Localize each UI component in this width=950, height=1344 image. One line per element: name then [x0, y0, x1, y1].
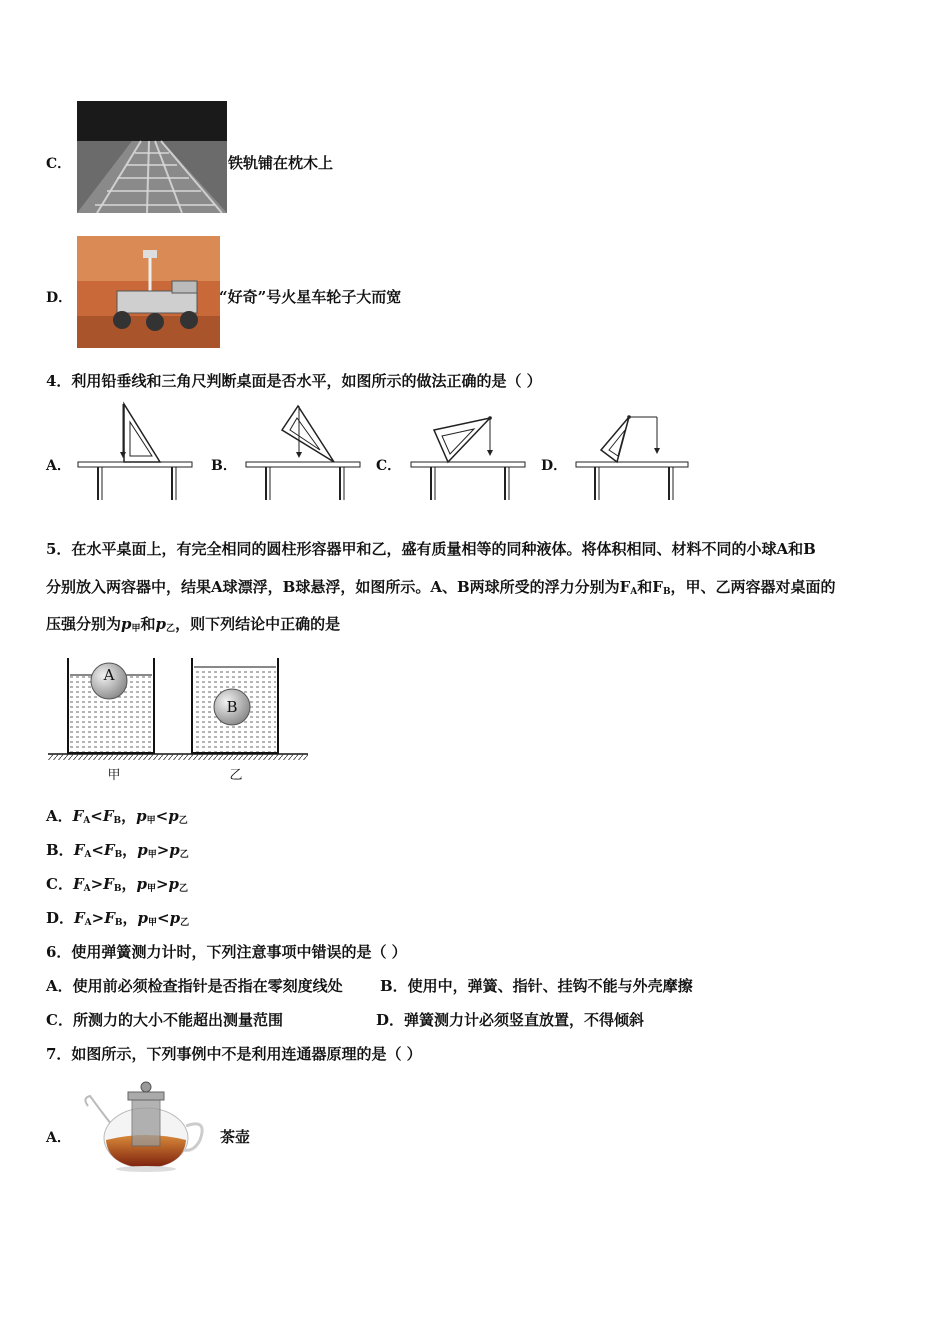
q4-option-a-label: A．: [46, 458, 71, 474]
q7-option-a-label: A．: [46, 1130, 71, 1146]
teapot-photo: [80, 1078, 210, 1172]
q5-option-c: C．$F_A>F_B$，$p_甲>p_乙$: [46, 875, 189, 894]
question-5-line-1: 5．在水平桌面上，有完全相同的圆柱形容器甲和乙，盛有质量相等的同种液体。将体积相同、材料不同的小球A和B: [46, 540, 816, 558]
q7-option-a-caption: 茶壶: [220, 1128, 251, 1146]
option-d-label: D．: [46, 290, 73, 306]
q6-option-c: C．所测力的大小不能超出测量范围: [46, 1011, 283, 1029]
question-5-line-3: 压强分别为$p_甲$和$p_乙$，则下列结论中正确的是: [46, 615, 341, 634]
q4-option-d-label: D．: [541, 458, 568, 474]
mars-rover-photo: [77, 236, 220, 348]
container-jia-label: 甲: [107, 768, 121, 783]
q5-containers-figure: [46, 655, 311, 783]
q4-option-c-label: C．: [376, 458, 402, 474]
q5-option-b: B．$F_A<F_B$，$p_甲>p_乙$: [46, 841, 189, 860]
option-c-label: C．: [46, 156, 72, 172]
question-7-stem: 7．如图所示，下列事例中不是利用连通器原理的是（ ）: [46, 1045, 422, 1063]
q5-option-d: D．$F_A>F_B$，$p_甲<p_乙$: [46, 909, 190, 928]
option-c-caption: 铁轨铺在枕木上: [228, 154, 334, 172]
q6-option-d: D．弹簧测力计必须竖直放置，不得倾斜: [376, 1011, 645, 1029]
q4-figure-d: [573, 400, 693, 502]
q5-option-a: A．$F_A<F_B$，$p_甲<p_乙$: [46, 807, 188, 826]
q4-figure-c: [408, 400, 528, 502]
option-d-caption: “好奇”号火星车轮子大而宽: [219, 288, 402, 306]
q4-figure-b: [242, 400, 362, 502]
q4-option-b-label: B．: [211, 458, 237, 474]
q6-option-a: A．使用前必须检查指针是否指在零刻度线处: [46, 977, 343, 995]
q6-option-b: B．使用中，弹簧、指针、挂钩不能与外壳摩擦: [380, 977, 693, 995]
question-6-stem: 6．使用弹簧测力计时，下列注意事项中错误的是（ ）: [46, 943, 407, 961]
container-yi-label: 乙: [229, 768, 243, 783]
question-5-line-2: 分别放入两容器中，结果A球漂浮，B球悬浮，如图所示。A、B两球所受的浮力分别为$F_A$和$F_B$，甲、乙两容器对桌面的: [46, 578, 836, 597]
railway-track-photo: [77, 101, 227, 213]
question-4-stem: 4．利用铅垂线和三角尺判断桌面是否水平，如图所示的做法正确的是（ ）: [46, 372, 542, 390]
ball-a-letter: A: [103, 666, 115, 684]
ball-b-letter: B: [226, 698, 238, 716]
q4-figure-a: [76, 400, 196, 502]
